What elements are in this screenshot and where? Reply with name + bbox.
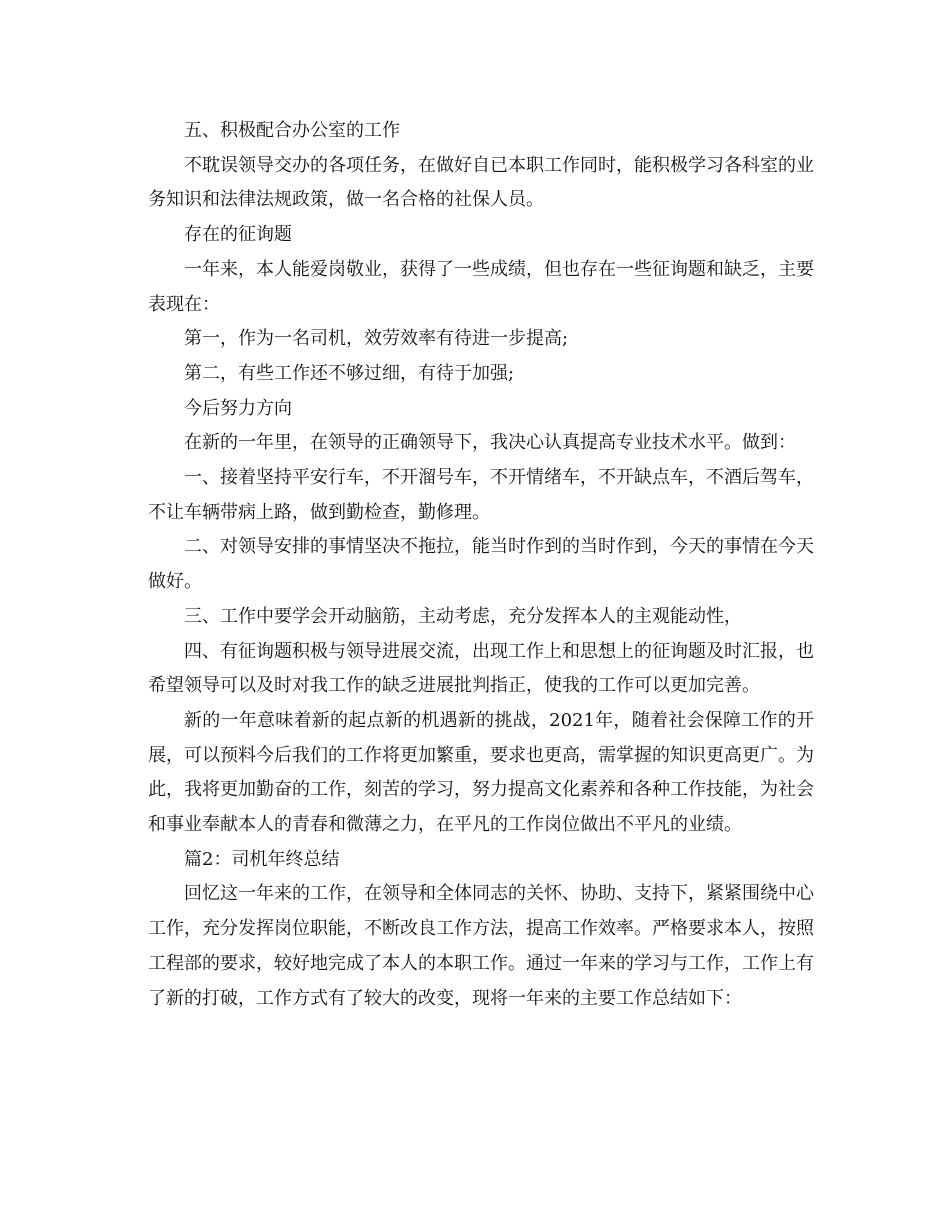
section-heading-future-direction: 今后努力方向 <box>184 397 292 419</box>
paragraph-office-duties: 不耽误领导交办的各项任务，在做好自已本职工作同时，能积极学习各科室的业务知识和法律法规政策，做一名合格的社保人员。 <box>148 154 814 211</box>
paragraph-problem-second: 第二，有些工作还不够过细，有待于加强; <box>184 362 515 384</box>
paragraph-goal-two: 二、对领导安排的事情坚决不拖拉，能当时作到的当时作到，今天的事情在今天做好。 <box>148 536 814 593</box>
section-heading-problems: 存在的征询题 <box>184 224 292 246</box>
paragraph-future-intro: 在新的一年里，在领导的正确领导下，我决心认真提高专业技术水平。做到： <box>184 432 796 454</box>
paragraph-problems-intro: 一年来，本人能爱岗敬业，获得了一些成绩，但也存在一些征询题和缺乏，主要表现在： <box>148 258 814 315</box>
paragraph-goal-four: 四、有征询题积极与领导进展交流，出现工作上和思想上的征询题及时汇报，也希望领导可以及时对我工作的缺乏进展批判指正，使我的工作可以更加完善。 <box>148 640 814 697</box>
section-heading-article-two: 篇2：司机年终总结 <box>184 848 340 870</box>
paragraph-problem-first: 第一，作为一名司机，效劳效率有待进一步提高; <box>184 328 569 350</box>
section-heading-office-work: 五、积极配合办公室的工作 <box>184 120 400 141</box>
paragraph-new-year-outlook: 新的一年意味着新的起点新的机遇新的挑战，2021年，随着社会保障工作的开展，可以预料今后我们的工作将更加繁重，要求也更高，需掌握的知识更高更广。为此，我将更加勤奋的工作，刻苦的学习，努力提高文化素养和各种工作技能，为社会和事业奉献本人的青春和微薄之力，在平凡的工作岗位做出不平凡的业绩。 <box>148 709 814 836</box>
paragraph-goal-three: 三、工作中要学会开动脑筋，主动考虑，充分发挥本人的主观能动性， <box>184 605 742 627</box>
paragraph-goal-one: 一、接着坚持平安行车，不开溜号车，不开情绪车，不开缺点车，不酒后驾车，不让车辆带病上路，做到勤检查，勤修理。 <box>148 467 814 523</box>
paragraph-year-review: 回忆这一年来的工作，在领导和全体同志的关怀、协助、支持下，紧紧围绕中心工作，充分发挥岗位职能，不断改良工作方法，提高工作效率。严格要求本人，按照工程部的要求，较好地完成了本人的本职工作。通过一年来的学习与工作，工作上有了新的打破，工作方式有了较大的改变，现将一年来的主要工作总结如下： <box>148 883 814 1009</box>
document-body <box>148 114 814 1016</box>
